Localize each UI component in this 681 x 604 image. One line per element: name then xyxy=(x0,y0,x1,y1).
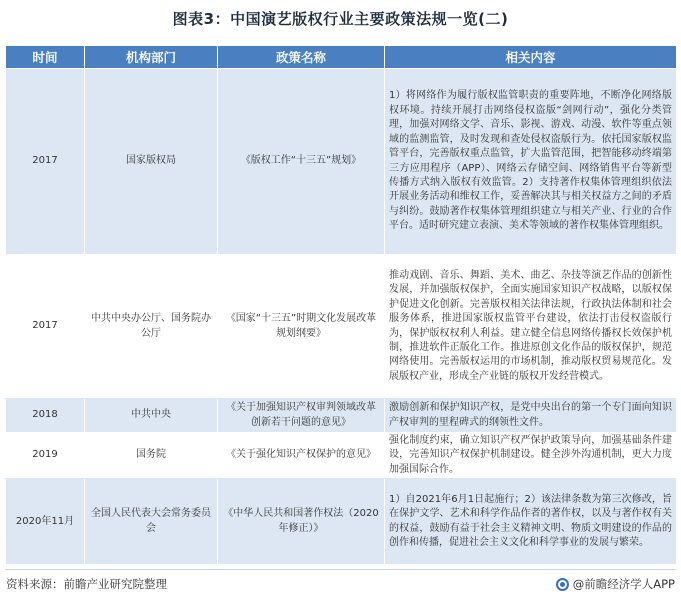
header-content: 相关内容 xyxy=(385,46,677,69)
table-header-row xyxy=(6,46,677,69)
cell-policy: 《关于强化知识产权保护的意见》 xyxy=(218,433,385,479)
header-org: 机构部门 xyxy=(85,46,218,69)
source-note: 资料来源：前瞻产业研究院整理 xyxy=(6,577,167,591)
cell-content: 强化制度约束，确立知识产权严保护政策导向，加强基础条件建设，完善知识产权保护机制建设。健全涉外沟通机制，更大力度加强国际合作。 xyxy=(385,433,677,479)
table-row xyxy=(6,255,677,399)
table-row xyxy=(6,479,677,565)
cell-content: 1）将网络作为履行版权监管职责的重要阵地，不断净化网络版权环境。持续开展打击网络侵权盗版“剑网行动”，强化分类管理，加强对网络文学、音乐、影视、游戏、动漫、软件等重点领域的监测监管，及时发现和查处侵权盗版行为。依托国家版权监管平台，完善版权重点监管，扩大监管范围，把智能移动终端第三方应用程序（APP）、网络云存储空间、网络销售平台等新型传播方式纳入版权有效监管。2）支持著作权集体管理组织依法开展业务活动和维权工作，妥善解决其与相关权益方之间的矛盾与纠纷。鼓励著作权集体管理组织建立与相关产业、行业的合作平台。适时研究建立表演、美术等领域的著作权集体管理组织。 xyxy=(385,69,677,255)
cell-content: 推动戏剧、音乐、舞蹈、美术、曲艺、杂技等演艺作品的创新性发展，并加强版权保护，全面实施国家知识产权战略，以版权保护促进文化创新。完善版权相关法律法规，行政执法体制和社会服务体系，推进国家版权监管平台建设，依法打击侵权盗版行为，保护版权权利人利益。建立健全信息网络传播权长效保护机制，推进软件正版化工作。推进原创文化作品的版权保护，规范网络使用。完善版权运用的市场机制，推动版权贸易规范化。发展版权产业，形成全产业链的版权开发经营模式。 xyxy=(385,255,677,399)
table-row xyxy=(6,399,677,433)
cell-policy: 《国家“十三五”时期文化发展改革规划纲要》 xyxy=(218,255,385,399)
header-policy: 政策名称 xyxy=(218,46,385,69)
table-row xyxy=(6,433,677,479)
footer-divider xyxy=(5,569,676,570)
cell-content: 1）自2021年6月1日起施行；2）该法律条数为第三次修改，旨在保护文学、艺术和科学作品作者的著作权，以及与著作权有关的权益，鼓励有益于社会主义精神文明、物质文明建设的作品的创作和传播，促进社会主义文化和科学事业的发展与繁荣。 xyxy=(385,479,677,565)
cell-org: 国务院 xyxy=(85,433,218,479)
cell-org: 国家版权局 xyxy=(85,69,218,255)
cell-policy: 《关于加强知识产权审判领域改革创新若干问题的意见》 xyxy=(218,399,385,433)
brand-logo-icon xyxy=(556,578,569,591)
cell-time: 2017 xyxy=(6,255,85,399)
cell-org: 全国人民代表大会常务委员会 xyxy=(85,479,218,565)
cell-org: 中共中央办公厅、国务院办公厅 xyxy=(85,255,218,399)
cell-time: 2019 xyxy=(6,433,85,479)
policy-table xyxy=(5,45,677,565)
cell-time: 2020年11月 xyxy=(6,479,85,565)
cell-content: 激励创新和保护知识产权，是党中央出台的第一个专门面向知识产权审判的里程碑式的纲领性文件。 xyxy=(385,399,677,433)
cell-time: 2017 xyxy=(6,69,85,255)
cell-policy: 《版权工作“十三五”规划》 xyxy=(218,69,385,255)
page-title: 图表3：中国演艺版权行业主要政策法规一览(二) xyxy=(172,10,509,28)
cell-time: 2018 xyxy=(6,399,85,433)
header-time: 时间 xyxy=(6,46,85,69)
brand-mark xyxy=(556,576,675,592)
cell-org: 中共中央 xyxy=(85,399,218,433)
brand-text: @前瞻经济学人APP xyxy=(572,577,675,591)
cell-policy: 《中华人民共和国著作权法（2020年修正）》 xyxy=(218,479,385,565)
table-row xyxy=(6,69,677,255)
